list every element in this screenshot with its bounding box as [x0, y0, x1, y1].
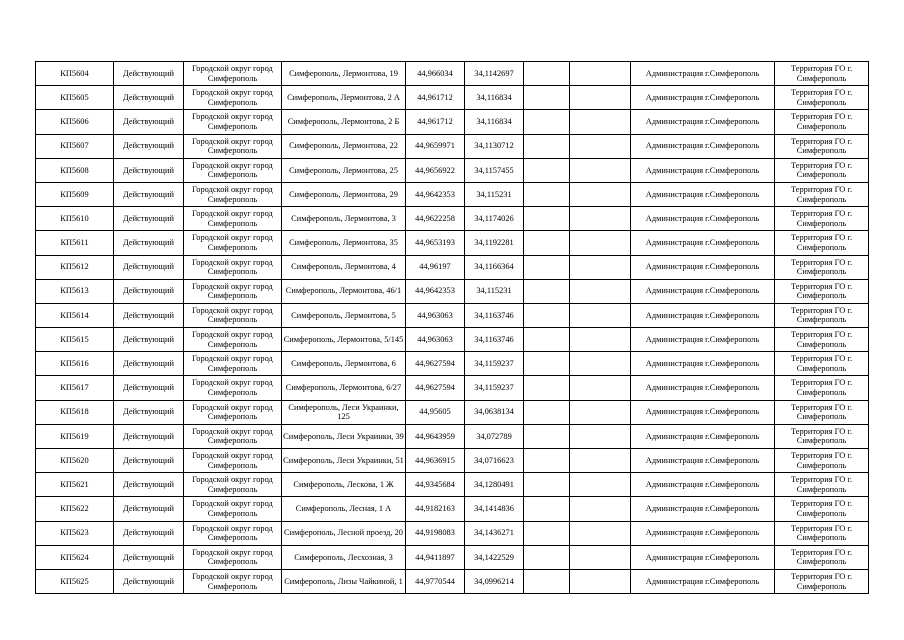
longitude-cell: 34,1130712: [465, 134, 524, 158]
point-id-cell: КП5604: [36, 62, 114, 86]
territory-cell: Территория ГО г. Симферополь: [775, 303, 869, 327]
point-id-cell: КП5608: [36, 158, 114, 182]
district-cell: Городской округ город Симферополь: [184, 86, 282, 110]
empty-cell: [570, 473, 631, 497]
longitude-cell: 34,1422529: [465, 545, 524, 569]
address-cell: Симферополь, Лескова, 1 Ж: [282, 473, 406, 497]
address-cell: Симферополь, Лермонтова, 29: [282, 182, 406, 206]
address-cell: Симферополь, Леси Украинки, 125: [282, 400, 406, 424]
district-cell: Городской округ город Симферополь: [184, 255, 282, 279]
point-id-cell: КП5614: [36, 303, 114, 327]
owner-cell: Администрация г.Симферополь: [631, 497, 775, 521]
empty-cell: [524, 521, 570, 545]
table-row: [36, 424, 869, 448]
status-cell: Действующий: [114, 545, 184, 569]
territory-cell: Территория ГО г. Симферополь: [775, 569, 869, 593]
empty-cell: [570, 86, 631, 110]
table-row: [36, 473, 869, 497]
empty-cell: [570, 207, 631, 231]
table-row: [36, 545, 869, 569]
status-cell: Действующий: [114, 62, 184, 86]
empty-cell: [524, 182, 570, 206]
table-row: [36, 352, 869, 376]
status-cell: Действующий: [114, 279, 184, 303]
empty-cell: [524, 62, 570, 86]
owner-cell: Администрация г.Симферополь: [631, 376, 775, 400]
owner-cell: Администрация г.Симферополь: [631, 134, 775, 158]
address-cell: Симферополь, Лермонтова, 2 Б: [282, 110, 406, 134]
point-id-cell: КП5613: [36, 279, 114, 303]
longitude-cell: 34,1436271: [465, 521, 524, 545]
owner-cell: Администрация г.Симферополь: [631, 473, 775, 497]
territory-cell: Территория ГО г. Симферополь: [775, 376, 869, 400]
owner-cell: Администрация г.Симферополь: [631, 303, 775, 327]
owner-cell: Администрация г.Симферополь: [631, 328, 775, 352]
empty-cell: [570, 158, 631, 182]
territory-cell: Территория ГО г. Симферополь: [775, 62, 869, 86]
table-row: [36, 255, 869, 279]
latitude-cell: 44,9642353: [406, 182, 465, 206]
table-row: [36, 134, 869, 158]
district-cell: Городской округ город Симферополь: [184, 134, 282, 158]
empty-cell: [524, 352, 570, 376]
longitude-cell: 34,116834: [465, 110, 524, 134]
address-cell: Симферополь, Леси Украинки, 51: [282, 449, 406, 473]
longitude-cell: 34,1163746: [465, 328, 524, 352]
status-cell: Действующий: [114, 255, 184, 279]
point-id-cell: КП5619: [36, 424, 114, 448]
address-cell: Симферополь, Лермонтова, 35: [282, 231, 406, 255]
longitude-cell: 34,1414836: [465, 497, 524, 521]
longitude-cell: 34,1157455: [465, 158, 524, 182]
longitude-cell: 34,0638134: [465, 400, 524, 424]
owner-cell: Администрация г.Симферополь: [631, 86, 775, 110]
territory-cell: Территория ГО г. Симферополь: [775, 231, 869, 255]
status-cell: Действующий: [114, 110, 184, 134]
address-cell: Симферополь, Лесхозная, 3: [282, 545, 406, 569]
table-row: [36, 449, 869, 473]
empty-cell: [524, 207, 570, 231]
owner-cell: Администрация г.Симферополь: [631, 62, 775, 86]
empty-cell: [570, 62, 631, 86]
empty-cell: [524, 328, 570, 352]
territory-cell: Территория ГО г. Симферополь: [775, 400, 869, 424]
longitude-cell: 34,1159237: [465, 352, 524, 376]
table-row: [36, 303, 869, 327]
longitude-cell: 34,1159237: [465, 376, 524, 400]
address-cell: Симферополь, Лермонтова, 6/27: [282, 376, 406, 400]
owner-cell: Администрация г.Симферополь: [631, 255, 775, 279]
empty-cell: [524, 110, 570, 134]
territory-cell: Территория ГО г. Симферополь: [775, 545, 869, 569]
latitude-cell: 44,961712: [406, 86, 465, 110]
table-row: [36, 62, 869, 86]
table-row: [36, 497, 869, 521]
table-row: [36, 86, 869, 110]
registry-table: [35, 61, 869, 594]
owner-cell: Администрация г.Симферополь: [631, 352, 775, 376]
address-cell: Симферополь, Лесной проезд, 20: [282, 521, 406, 545]
territory-cell: Территория ГО г. Симферополь: [775, 449, 869, 473]
table-row: [36, 158, 869, 182]
latitude-cell: 44,9198083: [406, 521, 465, 545]
empty-cell: [524, 569, 570, 593]
territory-cell: Территория ГО г. Симферополь: [775, 521, 869, 545]
status-cell: Действующий: [114, 158, 184, 182]
table-row: [36, 521, 869, 545]
point-id-cell: КП5611: [36, 231, 114, 255]
longitude-cell: 34,1163746: [465, 303, 524, 327]
status-cell: Действующий: [114, 521, 184, 545]
table-body: [36, 62, 869, 594]
latitude-cell: 44,9622258: [406, 207, 465, 231]
territory-cell: Территория ГО г. Симферополь: [775, 473, 869, 497]
point-id-cell: КП5623: [36, 521, 114, 545]
status-cell: Действующий: [114, 328, 184, 352]
empty-cell: [570, 400, 631, 424]
territory-cell: Территория ГО г. Симферополь: [775, 424, 869, 448]
address-cell: Симферополь, Лесная, 1 А: [282, 497, 406, 521]
district-cell: Городской округ город Симферополь: [184, 497, 282, 521]
latitude-cell: 44,963063: [406, 328, 465, 352]
empty-cell: [524, 376, 570, 400]
latitude-cell: 44,9653193: [406, 231, 465, 255]
empty-cell: [524, 449, 570, 473]
empty-cell: [570, 545, 631, 569]
district-cell: Городской округ город Симферополь: [184, 231, 282, 255]
empty-cell: [524, 400, 570, 424]
longitude-cell: 34,072789: [465, 424, 524, 448]
territory-cell: Территория ГО г. Симферополь: [775, 158, 869, 182]
table-row: [36, 182, 869, 206]
longitude-cell: 34,1192281: [465, 231, 524, 255]
owner-cell: Администрация г.Симферополь: [631, 207, 775, 231]
district-cell: Городской округ город Симферополь: [184, 62, 282, 86]
address-cell: Симферополь, Лермонтова, 4: [282, 255, 406, 279]
empty-cell: [524, 158, 570, 182]
district-cell: Городской округ город Симферополь: [184, 110, 282, 134]
empty-cell: [524, 134, 570, 158]
latitude-cell: 44,9627594: [406, 376, 465, 400]
district-cell: Городской округ город Симферополь: [184, 328, 282, 352]
owner-cell: Администрация г.Симферополь: [631, 400, 775, 424]
status-cell: Действующий: [114, 86, 184, 110]
district-cell: Городской округ город Симферополь: [184, 279, 282, 303]
district-cell: Городской округ город Симферополь: [184, 569, 282, 593]
table-row: [36, 207, 869, 231]
district-cell: Городской округ город Симферополь: [184, 376, 282, 400]
owner-cell: Администрация г.Симферополь: [631, 182, 775, 206]
address-cell: Симферополь, Лермонтова, 22: [282, 134, 406, 158]
empty-cell: [570, 497, 631, 521]
empty-cell: [570, 376, 631, 400]
longitude-cell: 34,0996214: [465, 569, 524, 593]
table-row: [36, 110, 869, 134]
address-cell: Симферополь, Лизы Чайкиной, 1: [282, 569, 406, 593]
status-cell: Действующий: [114, 352, 184, 376]
status-cell: Действующий: [114, 303, 184, 327]
empty-cell: [570, 134, 631, 158]
empty-cell: [524, 86, 570, 110]
territory-cell: Территория ГО г. Симферополь: [775, 279, 869, 303]
address-cell: Симферополь, Лермонтова, 6: [282, 352, 406, 376]
owner-cell: Администрация г.Симферополь: [631, 110, 775, 134]
owner-cell: Администрация г.Симферополь: [631, 158, 775, 182]
empty-cell: [524, 303, 570, 327]
address-cell: Симферополь, Лермонтова, 3: [282, 207, 406, 231]
empty-cell: [524, 473, 570, 497]
latitude-cell: 44,96197: [406, 255, 465, 279]
latitude-cell: 44,95605: [406, 400, 465, 424]
latitude-cell: 44,9627594: [406, 352, 465, 376]
owner-cell: Администрация г.Симферополь: [631, 569, 775, 593]
longitude-cell: 34,1166364: [465, 255, 524, 279]
address-cell: Симферополь, Лермонтова, 2 А: [282, 86, 406, 110]
empty-cell: [570, 303, 631, 327]
district-cell: Городской округ город Симферополь: [184, 352, 282, 376]
empty-cell: [570, 424, 631, 448]
district-cell: Городской округ город Симферополь: [184, 182, 282, 206]
point-id-cell: КП5622: [36, 497, 114, 521]
table-row: [36, 328, 869, 352]
point-id-cell: КП5616: [36, 352, 114, 376]
latitude-cell: 44,9182163: [406, 497, 465, 521]
latitude-cell: 44,9770544: [406, 569, 465, 593]
empty-cell: [570, 182, 631, 206]
latitude-cell: 44,9411897: [406, 545, 465, 569]
empty-cell: [570, 255, 631, 279]
district-cell: Городской округ город Симферополь: [184, 303, 282, 327]
empty-cell: [524, 255, 570, 279]
point-id-cell: КП5610: [36, 207, 114, 231]
status-cell: Действующий: [114, 376, 184, 400]
empty-cell: [570, 110, 631, 134]
empty-cell: [570, 352, 631, 376]
district-cell: Городской округ город Симферополь: [184, 400, 282, 424]
empty-cell: [570, 279, 631, 303]
address-cell: Симферополь, Лермонтова, 5: [282, 303, 406, 327]
point-id-cell: КП5605: [36, 86, 114, 110]
empty-cell: [570, 231, 631, 255]
longitude-cell: 34,115231: [465, 182, 524, 206]
point-id-cell: КП5620: [36, 449, 114, 473]
territory-cell: Территория ГО г. Симферополь: [775, 328, 869, 352]
longitude-cell: 34,1174026: [465, 207, 524, 231]
status-cell: Действующий: [114, 400, 184, 424]
empty-cell: [570, 521, 631, 545]
address-cell: Симферополь, Лермонтова, 46/1: [282, 279, 406, 303]
territory-cell: Территория ГО г. Симферополь: [775, 352, 869, 376]
latitude-cell: 44,9636915: [406, 449, 465, 473]
district-cell: Городской округ город Симферополь: [184, 424, 282, 448]
status-cell: Действующий: [114, 449, 184, 473]
district-cell: Городской округ город Симферополь: [184, 158, 282, 182]
territory-cell: Территория ГО г. Симферополь: [775, 207, 869, 231]
address-cell: Симферополь, Леси Украинки, 39: [282, 424, 406, 448]
district-cell: Городской округ город Симферополь: [184, 473, 282, 497]
point-id-cell: КП5615: [36, 328, 114, 352]
point-id-cell: КП5607: [36, 134, 114, 158]
empty-cell: [570, 569, 631, 593]
district-cell: Городской округ город Симферополь: [184, 449, 282, 473]
latitude-cell: 44,961712: [406, 110, 465, 134]
point-id-cell: КП5625: [36, 569, 114, 593]
owner-cell: Администрация г.Симферополь: [631, 521, 775, 545]
territory-cell: Территория ГО г. Симферополь: [775, 182, 869, 206]
table-row: [36, 569, 869, 593]
point-id-cell: КП5621: [36, 473, 114, 497]
latitude-cell: 44,966034: [406, 62, 465, 86]
status-cell: Действующий: [114, 473, 184, 497]
owner-cell: Администрация г.Симферополь: [631, 231, 775, 255]
status-cell: Действующий: [114, 424, 184, 448]
point-id-cell: КП5617: [36, 376, 114, 400]
table-row: [36, 279, 869, 303]
point-id-cell: КП5612: [36, 255, 114, 279]
table-row: [36, 376, 869, 400]
empty-cell: [524, 497, 570, 521]
empty-cell: [524, 279, 570, 303]
latitude-cell: 44,963063: [406, 303, 465, 327]
latitude-cell: 44,9659971: [406, 134, 465, 158]
longitude-cell: 34,1142697: [465, 62, 524, 86]
status-cell: Действующий: [114, 134, 184, 158]
status-cell: Действующий: [114, 207, 184, 231]
district-cell: Городской округ город Симферополь: [184, 207, 282, 231]
latitude-cell: 44,9656922: [406, 158, 465, 182]
point-id-cell: КП5606: [36, 110, 114, 134]
district-cell: Городской округ город Симферополь: [184, 545, 282, 569]
address-cell: Симферополь, Лермонтова, 19: [282, 62, 406, 86]
longitude-cell: 34,0716623: [465, 449, 524, 473]
address-cell: Симферополь, Лермонтова, 5/145: [282, 328, 406, 352]
territory-cell: Территория ГО г. Симферополь: [775, 86, 869, 110]
owner-cell: Администрация г.Симферополь: [631, 279, 775, 303]
longitude-cell: 34,115231: [465, 279, 524, 303]
latitude-cell: 44,9643959: [406, 424, 465, 448]
table-row: [36, 400, 869, 424]
table-row: [36, 231, 869, 255]
empty-cell: [524, 231, 570, 255]
status-cell: Действующий: [114, 182, 184, 206]
owner-cell: Администрация г.Симферополь: [631, 449, 775, 473]
territory-cell: Территория ГО г. Симферополь: [775, 134, 869, 158]
longitude-cell: 34,116834: [465, 86, 524, 110]
owner-cell: Администрация г.Симферополь: [631, 424, 775, 448]
longitude-cell: 34,1280491: [465, 473, 524, 497]
owner-cell: Администрация г.Симферополь: [631, 545, 775, 569]
empty-cell: [524, 424, 570, 448]
status-cell: Действующий: [114, 569, 184, 593]
status-cell: Действующий: [114, 231, 184, 255]
territory-cell: Территория ГО г. Симферополь: [775, 255, 869, 279]
latitude-cell: 44,9642353: [406, 279, 465, 303]
point-id-cell: КП5624: [36, 545, 114, 569]
empty-cell: [570, 328, 631, 352]
empty-cell: [570, 449, 631, 473]
empty-cell: [524, 545, 570, 569]
status-cell: Действующий: [114, 497, 184, 521]
point-id-cell: КП5618: [36, 400, 114, 424]
address-cell: Симферополь, Лермонтова, 25: [282, 158, 406, 182]
point-id-cell: КП5609: [36, 182, 114, 206]
latitude-cell: 44,9345684: [406, 473, 465, 497]
territory-cell: Территория ГО г. Симферополь: [775, 110, 869, 134]
district-cell: Городской округ город Симферополь: [184, 521, 282, 545]
territory-cell: Территория ГО г. Симферополь: [775, 497, 869, 521]
